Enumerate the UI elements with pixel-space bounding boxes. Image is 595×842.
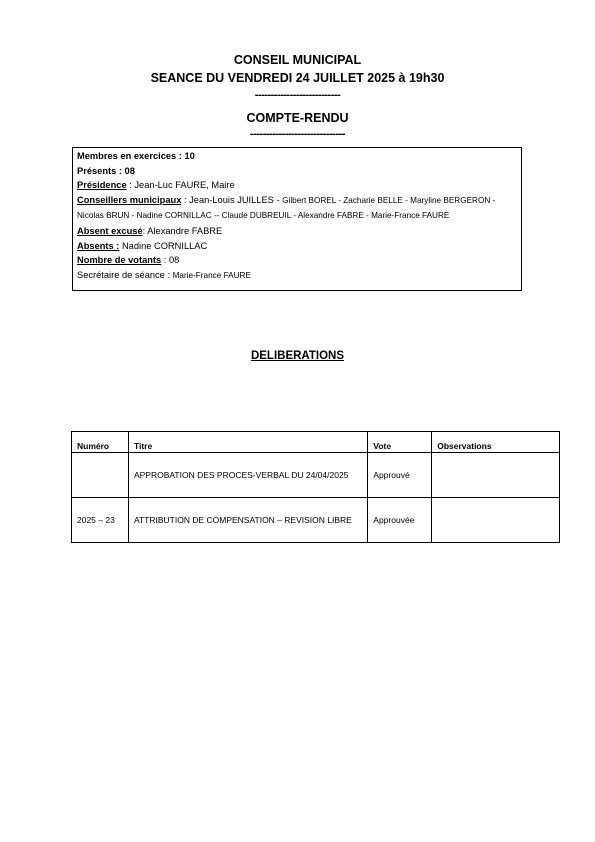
deliberations-table bbox=[71, 431, 560, 543]
document-subtitle: COMPTE-RENDU bbox=[246, 111, 349, 125]
absents-value: Nadine CORNILLAC bbox=[119, 240, 208, 251]
conseillers-lead: : Jean-Louis JUILLES - bbox=[181, 194, 283, 205]
table-row bbox=[72, 453, 560, 498]
council-title: CONSEIL MUNICIPAL bbox=[233, 53, 362, 67]
cell-vote: Approuvée bbox=[368, 498, 432, 543]
secretaire-line bbox=[77, 268, 517, 284]
column-header-vote: Vote bbox=[368, 432, 432, 453]
conseillers-label: Conseillers municipaux bbox=[77, 194, 182, 205]
column-header-observations: Observations bbox=[432, 432, 560, 453]
absent-excuse-label: Absent excusé bbox=[77, 225, 143, 236]
secretaire-value: Marie-France FAURE bbox=[172, 270, 251, 280]
votants-value: : 08 bbox=[161, 255, 180, 266]
votants-line bbox=[77, 253, 517, 268]
session-date: SEANCE DU VENDREDI 24 JUILLET 2025 à 19h30 bbox=[150, 71, 445, 85]
cell-vote: Approuvé bbox=[368, 453, 432, 498]
cell-numero: 2025 – 23 bbox=[72, 498, 129, 543]
cell-titre: APPROBATION DES PROCES-VERBAL DU 24/04/2025 bbox=[128, 453, 367, 498]
cell-observations bbox=[432, 453, 560, 498]
absents-label: Absents : bbox=[77, 240, 120, 251]
deliberations-heading: DELIBERATIONS bbox=[250, 350, 345, 362]
absent-excuse-line bbox=[77, 224, 517, 239]
conseillers-list: Gilbert BOREL - Zacharie BELLE - Maryline BERGERON - Nicolas BRUN - Nadine CORNILLAC -- Claude DUBREUIL - Alexandre FABRE - Marie-France FAURE bbox=[77, 195, 496, 221]
votants-label: Nombre de votants bbox=[77, 255, 162, 266]
column-header-numero: Numéro bbox=[72, 432, 129, 453]
cell-titre: ATTRIBUTION DE COMPENSATION – REVISION LIBRE bbox=[128, 498, 367, 543]
table-row bbox=[72, 498, 560, 543]
cell-numero bbox=[72, 453, 129, 498]
present-count: Présents : 08 bbox=[77, 165, 135, 176]
presidence-line bbox=[77, 178, 517, 193]
column-header-titre: Titre bbox=[128, 432, 367, 453]
absents-line bbox=[77, 239, 517, 254]
table-header-row bbox=[72, 432, 560, 453]
secretaire-label: Secrétaire de séance : bbox=[77, 269, 173, 280]
members-count: Membres en exercices : 10 bbox=[77, 151, 195, 161]
absent-excuse-value: : Alexandre FABRE bbox=[142, 225, 223, 236]
separator-line: --------------------------- bbox=[254, 89, 341, 101]
presidence-label: Présidence bbox=[77, 180, 127, 191]
presidence-value: : Jean-Luc FAURE, Maire bbox=[126, 180, 235, 191]
attendance-box bbox=[72, 147, 522, 291]
conseillers-line bbox=[77, 193, 517, 224]
separator-line: ------------------------------ bbox=[250, 128, 345, 140]
cell-observations bbox=[432, 498, 560, 543]
